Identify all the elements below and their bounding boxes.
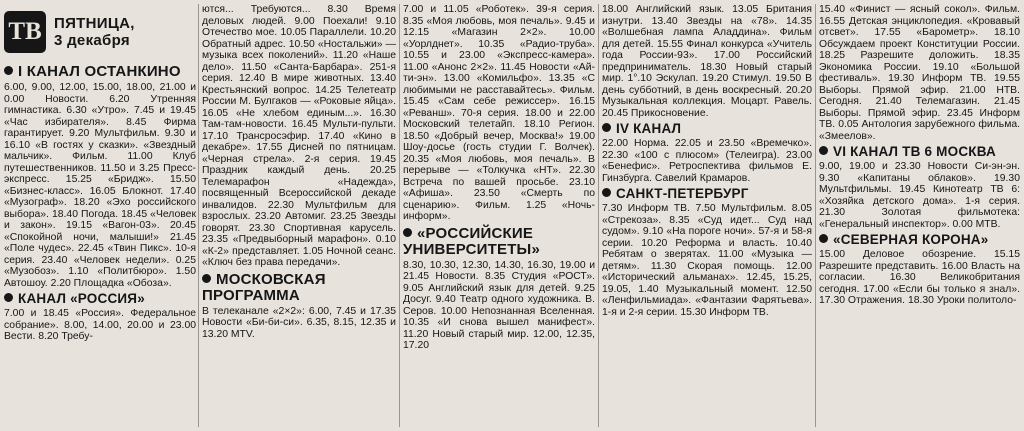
column-divider (815, 4, 816, 427)
column-divider (198, 4, 199, 427)
program-listing-northern-crown: 15.00 Деловое обозрение. 15.15 Разрешите представить. 16.00 Власть на согласии. 16.30 Великобритания сегодня. 17.00 «Если бы только я знал». 17.30 Отражения. 18.30 Уроки политоло- (819, 249, 1020, 306)
program-listing-universities-cont: 18.00 Английский язык. 13.05 Британия изнутри. 13.40 Звезды на «78». 14.35 «Волшебная лампа Аладдина». Фильм для детей. 15.55 Финал конкурса «Учитель года России-93». 17.00 Российский предприниматель. 18.30 Новый старый мир. 1°.10 Эскулап. 19.20 Стимул. 19.50 В день субботний, в день воскресный. 20.20 Музыкальная коллекция. Моцарт. Равель. 20.45 Прикосновение. (602, 4, 812, 119)
channel-heading-rossiya: КАНАЛ «РОССИЯ» (4, 292, 196, 306)
channel-heading-universities: «РОССИЙСКИЕ УНИВЕРСИТЕТЫ» (403, 224, 540, 258)
program-listing-ostankino: 6.00, 9.00, 12.00, 15.00, 18.00, 21.00 и 0.00 Новости. 6.20 Утренняя гимнастика. 6.30 «Утро». 7.45 и 19.45 «Час избирателя». 8.45 Фирма гарантирует. 9.20 Мультфильм. 9.30 и 16.10 «В гостях у сказки». «Звездный мальчик». Фильм. 11.00 Клуб путешественников. 11.50 и 3.25 Пресс-экспресс. 15.25 «Бридж». 15.50 «Бизнес-класс». 16.05 Блокнот. 17.40 «Музограф». 18.20 «Эхо российского выбора». 18.40 Погода. 18.45 «Человек и закон». 19.15 «Вагон-03». 20.45 «Спокойной ночи, малыши!» 21.45 «Поле чудес». 22.45 «Твин Пикс». 10-я серия. 23.40 «Человек недели». 0.25 «Музобоз». 1.10 «Политбюро». 1.50 Автошоу. 2.20 Площадка «Обоза». (4, 82, 196, 289)
channel-heading-channel-4: IV КАНАЛ (602, 122, 812, 136)
bullet-icon (602, 188, 611, 197)
program-listing-tv6: 9.00, 19.00 и 23.30 Новости Си-эн-эн. 9.30 «Капитаны облаков». 19.30 Мультфильмы. 19.45 Кинотеатр ТВ 6: «Хозяйка детского дома». 1-я серия. 21.30 Золотая фильмотека: «Генеральный инспектор». 0.00 МТВ. (819, 161, 1020, 230)
column-1 (4, 4, 196, 429)
column-divider (598, 4, 599, 427)
channel-heading-northern-crown: «СЕВЕРНАЯ КОРОНА» (819, 233, 1020, 247)
date-label: 3 декабря (54, 32, 130, 49)
program-listing-spb-cont: 15.40 «Финист — ясный сокол». Фильм. 16.55 Детская энциклопедия. «Кровавый отсвет». 17.55 «Барометр». 18.10 Обсуждаем проект Конституции России. 18.25 Разрешите доложить. 18.35 Экономика России. 19.10 «Большой фестиваль». 19.30 Информ ТВ. 19.55 Выборы. Прямой эфир. 21.00 НТВ. Сегодня. 21.40 Телемагазин. 21.45 Выборы. Прямой эфир. 23.45 Информ ТВ. 0.05 Антология зарубежного фильма. «Змеелов». (819, 4, 1020, 142)
program-listing-spb: 7.30 Информ ТВ. 7.50 Мультфильм. 8.05 «Стрекоза». 8.35 «Суд идет... Суд над судом». 9.10 «На пороге ночи». 57-я и 58-я серии. 10.20 Реформа и власть. 10.40 Ребятам о зверятах. 11.00 «Музыка — детям». 11.30 Скорая помощь. 12.00 «Исторический альманах». 12.45, 15.25, 19.05, 1.40 Музыкальный момент. 12.50 «Ленфильмиада». «Фантазии Фарятьева». 1-я и 2-я серии. 15.30 Информ ТВ. (602, 203, 812, 318)
bullet-icon (4, 293, 13, 302)
program-listing-rossiya: 7.00 и 18.45 «Россия». Федеральное собрание». 8.00, 14.00, 20.00 и 23.00 Вести. 8.20 Требу- (4, 308, 196, 342)
guide-header (4, 4, 196, 60)
channel-heading-spb: САНКТ-ПЕТЕРБУРГ (602, 187, 812, 201)
column-divider (399, 4, 400, 427)
bullet-icon (202, 274, 211, 283)
bullet-icon (4, 66, 13, 75)
program-listing-channel-4: 22.00 Норма. 22.05 и 23.50 «Времечко». 22.30 «100 с плюсом» (Телеигра). 23.00 «Бенефис». Ретроспектива фильмов Е. Гинзбурга. Савелий Крамаров. (602, 138, 812, 184)
bullet-icon (819, 146, 828, 155)
program-listing-rossiya-cont: ются... Требуются... 8.30 Время деловых людей. 9.00 Поехали! 9.10 Отечество мое. 10.05 Параллели. 10.20 Обратный адрес. 10.50 «Ностальжи» — музыка всех поколений». 11.20 «Наше дело». 11.50 «Санта-Барбара». 251-я серия. 12.40 В мире животных. 13.40 Крестьянский вопрос. 14.25 Телетеатр России М. Булгаков — «Роковые яйца». 16.05 «Не хлебом единым...». 16.30 Там-там-новости. 16.45 Мульти-пульти. 17.10 Трансросэфир. 17.40 «Кино в декабре». 17.55 Дисней по пятницам. «Черная стрела». 2-я серия. 19.45 Праздник каждый день. 20.25 Телемарафон «Надежда», посвященный Всероссийской декаде инвалидов. 22.30 Мультфильм для взрослых. 23.20 Автомиг. 23.25 Звезды говорят. 23.30 Спортивная карусель. 23.35 «Предвыборный марафон». 0.10 «К-2» представляет. 1.05 Ночной сеанс. «Ключ без права передачи». (202, 4, 396, 268)
program-listing-universities: 8.30, 10.30, 12.30, 14.30, 16.30, 19.00 и 21.45 Новости. 8.35 Студия «РОСТ». 9.05 Английский язык для детей. 9.25 Досуг. 9.40 Театр одного художника. В. Серов. 10.00 Непознанная Вселенная. 10.35 «И снова вышел манифест». 11.20 Новый старый мир. 12.00, 12.35, 17.20 (403, 259, 595, 351)
bullet-icon (819, 234, 828, 243)
channel-heading-ostankino: I КАНАЛ ОСТАНКИНО (4, 64, 196, 80)
channel-heading-tv6: VI КАНАЛ ТВ 6 МОСКВА (819, 145, 1020, 159)
tv-logo: ТВ (4, 11, 46, 53)
date-heading (54, 15, 135, 49)
column-3 (403, 4, 595, 429)
channel-heading-moscow: МОСКОВСКАЯ ПРОГРАММА (202, 270, 326, 304)
program-listing-moscow-cont: 7.00 и 11.05 «Роботек». 39-я серия. 8.35 «Моя любовь, моя печаль». 9.45 и 12.15 «Магазин 2×2». 10.00 «Уорлднет». 10.35 «Радио-труба». 10.55 и 23.00 «Экспресс-камера». 11.00 «Анонс 2×2». 11.45 Новости «Ай-ти-эн». 13.00 «Комильфо». 13.35 «С любимыми не расставайтесь». Фильм. 15.45 «Сам себе режиссер». 16.15 «Реванш». 70-я серия. 18.00 и 22.00 Московский телетайп. 18.10 Регион. 18.50 «Добрый вечер, Москва!» 19.00 Шоу-досье (гость студии Г. Волчек). 20.35 «Моя любовь, моя печаль». В перерыве — «Толкучка «НТ». 22.30 Встреча по вашей просьбе. 23.10 «Афиша». 23.50 «Смерть по сценарию». Фильм. 1.25 «Ночь-информ». (403, 4, 595, 222)
bullet-icon (403, 228, 412, 237)
column-5 (819, 4, 1020, 429)
column-2 (202, 4, 396, 429)
program-listing-moscow: В телеканале «2×2»: 6.00, 7.45 и 17.35 Новости «Би-би-си». 6.35, 8.15, 12.35 и 13.20 MTV. (202, 305, 396, 340)
column-4 (602, 4, 812, 429)
day-label: ПЯТНИЦА, (54, 15, 135, 32)
bullet-icon (602, 123, 611, 132)
